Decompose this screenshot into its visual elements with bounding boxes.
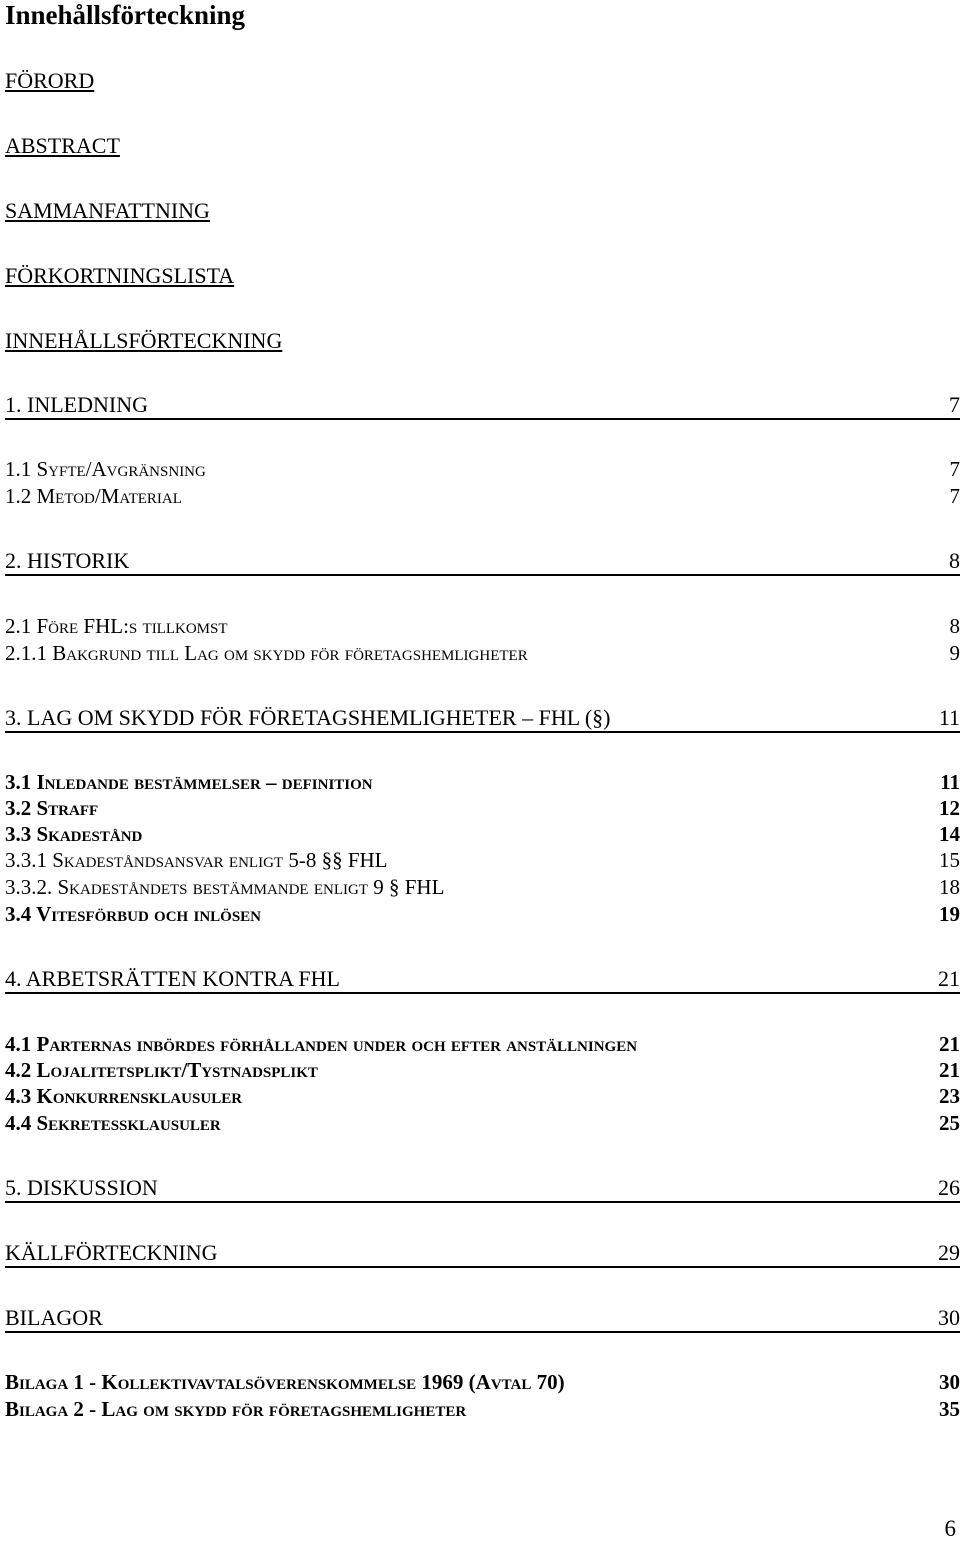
toc-entry-page: 26 (938, 1175, 960, 1200)
toc-link-abstract[interactable]: ABSTRACT (5, 133, 120, 158)
toc-entry-1-1[interactable] (5, 457, 960, 481)
toc-section-inledning[interactable] (5, 392, 960, 420)
toc-entry-label: 3.2 Straff (5, 796, 99, 820)
toc-entry-label: 3. LAG OM SKYDD FÖR FÖRETAGSHEMLIGHETER – FHL (§) (5, 705, 611, 730)
toc-entry-page: 25 (939, 1111, 960, 1135)
toc-entry-page: 11 (938, 705, 960, 730)
toc-entry-label: 3.1 Inledande bestämmelser – definition (5, 770, 373, 794)
toc-entry-label: 2.1 Före FHL:s tillkomst (5, 614, 228, 638)
toc-section-fhl[interactable] (5, 705, 960, 733)
toc-entry-page: 19 (939, 902, 960, 926)
toc-entry-page: 35 (939, 1397, 960, 1421)
toc-entry-bilaga-1[interactable] (5, 1370, 960, 1394)
toc-section-arbetsratten[interactable] (5, 966, 960, 994)
toc-section-historik[interactable] (5, 548, 960, 576)
toc-entry-label: 2.1.1 Bakgrund till Lag om skydd för företagshemligheter (5, 641, 528, 665)
toc-entry-3-2[interactable] (5, 796, 960, 820)
toc-entry-4-2[interactable] (5, 1058, 960, 1082)
toc-entry-label: 4.1 Parternas inbördes förhållanden under och efter anställningen (5, 1032, 638, 1056)
toc-entry-label: KÄLLFÖRTECKNING (5, 1240, 218, 1265)
toc-entry-3-1[interactable] (5, 770, 960, 794)
toc-entry-page: 7 (949, 392, 960, 417)
toc-entry-label: 3.3.1 Skadeståndsansvar enligt 5-8 §§ FHL (5, 848, 388, 872)
page-title: Innehållsförteckning (5, 0, 246, 30)
toc-entry-label: 4.3 Konkurrensklausuler (5, 1084, 243, 1108)
toc-entry-page: 7 (949, 457, 960, 481)
toc-entry-3-3[interactable] (5, 822, 960, 846)
toc-entry-3-3-1[interactable] (5, 848, 960, 872)
toc-entry-bilaga-2[interactable] (5, 1397, 960, 1421)
toc-entry-label: 1. INLEDNING (5, 392, 148, 417)
toc-entry-label: 3.4 Vitesförbud och inlösen (5, 902, 261, 926)
toc-entry-page: 21 (939, 1032, 960, 1056)
toc-entry-4-4[interactable] (5, 1111, 960, 1135)
toc-link-forord[interactable]: FÖRORD (5, 68, 95, 93)
toc-entry-label: 1.1 Syfte/Avgränsning (5, 457, 206, 481)
toc-section-diskussion[interactable] (5, 1175, 960, 1203)
toc-entry-label: 4.4 Sekretessklausuler (5, 1111, 221, 1135)
toc-entry-label: 2. HISTORIK (5, 548, 130, 573)
toc-entry-2-1[interactable] (5, 614, 960, 638)
toc-entry-label: 5. DISKUSSION (5, 1175, 158, 1200)
toc-entry-1-2[interactable] (5, 484, 960, 508)
toc-entry-label: 1.2 Metod/Material (5, 484, 182, 508)
toc-entry-2-1-1[interactable] (5, 641, 960, 665)
toc-link-innehallsforteckning[interactable]: INNEHÅLLSFÖRTECKNING (5, 328, 283, 353)
toc-link-forkortningslista[interactable]: FÖRKORTNINGSLISTA (5, 263, 235, 288)
toc-entry-label: 4. ARBETSRÄTTEN KONTRA FHL (5, 966, 340, 991)
toc-entry-page: 30 (939, 1370, 960, 1394)
toc-entry-page: 23 (939, 1084, 960, 1108)
toc-link-sammanfattning[interactable]: SAMMANFATTNING (5, 198, 210, 223)
toc-entry-page: 30 (938, 1305, 960, 1330)
toc-entry-4-3[interactable] (5, 1084, 960, 1108)
toc-entry-page: 11 (940, 770, 960, 794)
toc-section-kallforteckning[interactable] (5, 1240, 960, 1268)
toc-entry-label: Bilaga 1 - Kollektivavtalsöverenskommelse 1969 (Avtal 70) (5, 1370, 565, 1394)
toc-entry-page: 8 (949, 614, 960, 638)
toc-section-bilagor[interactable] (5, 1305, 960, 1333)
toc-entry-label: BILAGOR (5, 1305, 103, 1330)
toc-entry-page: 15 (939, 848, 960, 872)
toc-entry-label: Bilaga 2 - Lag om skydd för företagshemligheter (5, 1397, 467, 1421)
toc-entry-3-4[interactable] (5, 902, 960, 926)
toc-entry-page: 18 (939, 875, 960, 899)
toc-entry-page: 21 (938, 966, 960, 991)
toc-entry-page: 14 (939, 822, 960, 846)
toc-entry-3-3-2[interactable] (5, 875, 960, 899)
toc-entry-label: 3.3 Skadestånd (5, 822, 143, 846)
toc-entry-page: 9 (949, 641, 960, 665)
toc-entry-label: 4.2 Lojalitetsplikt/Tystnadsplikt (5, 1058, 318, 1082)
toc-entry-page: 29 (938, 1240, 960, 1265)
page-number: 6 (944, 1516, 956, 1541)
toc-entry-page: 7 (949, 484, 960, 508)
toc-entry-page: 12 (939, 796, 960, 820)
toc-entry-4-1[interactable] (5, 1032, 960, 1056)
toc-entry-page: 8 (949, 548, 960, 573)
toc-entry-page: 21 (939, 1058, 960, 1082)
toc-entry-label: 3.3.2. Skadeståndets bestämmande enligt 9 § FHL (5, 875, 445, 899)
